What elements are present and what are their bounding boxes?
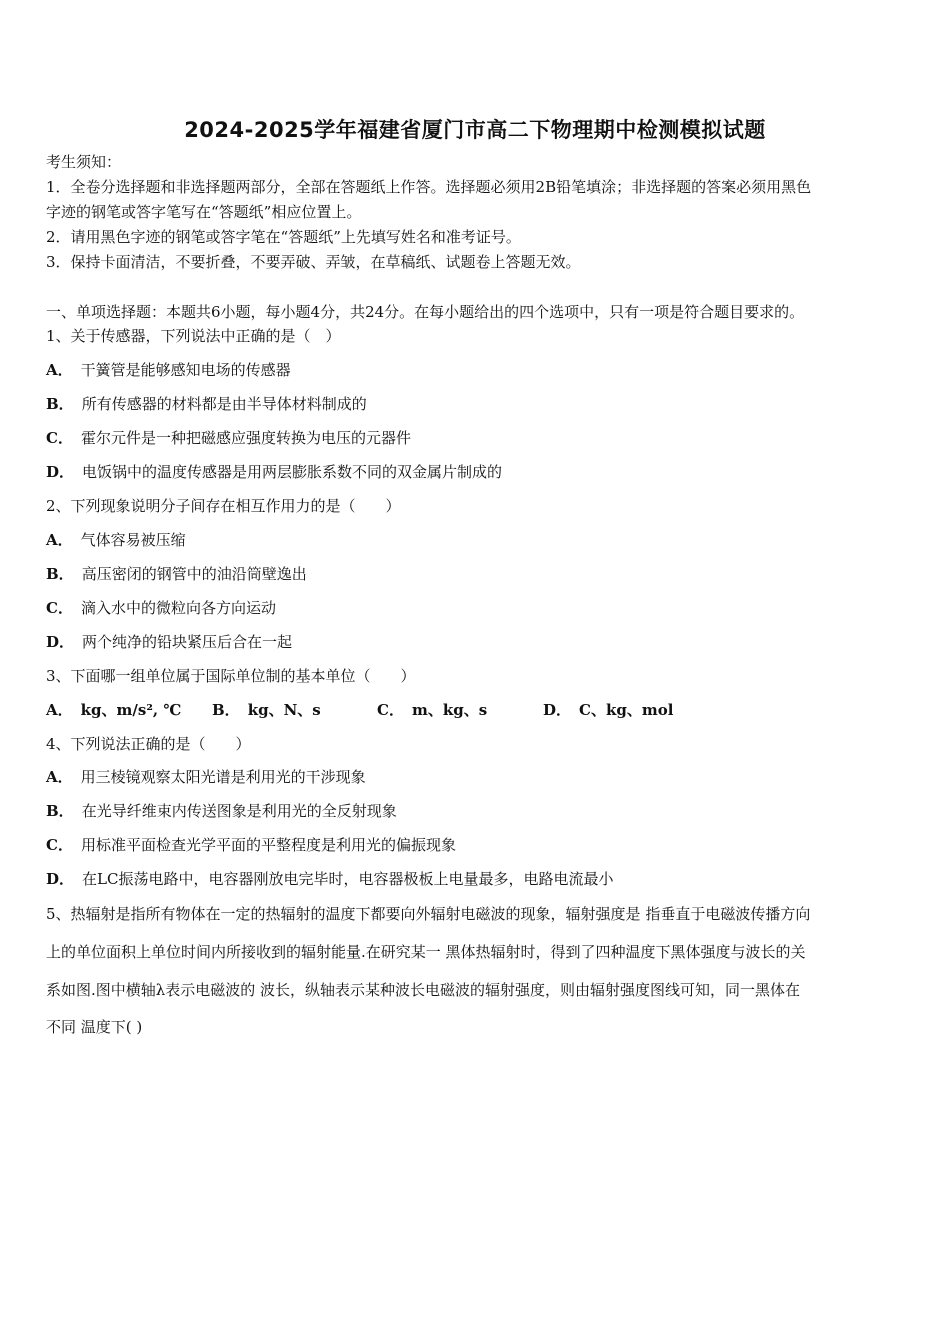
section-heading: 一、单项选择题：本题共6小题，每小题4分，共24分。在每小题给出的四个选项中，只有一项是符合题目要求的。	[46, 303, 805, 321]
option-letter: D．	[543, 701, 572, 719]
q4-option-d	[46, 869, 613, 889]
question-5-line: 不同 温度下( )	[46, 1018, 143, 1036]
notice-item: 1．全卷分选择题和非选择题两部分，全部在答题纸上作答。选择题必须用2B铅笔填涂；非选择题的答案必须用黑色	[46, 178, 812, 196]
question-stem-2: 2、下列现象说明分子间存在相互作用力的是（ ）	[46, 497, 401, 515]
option-text: 在光导纤维束内传送图象是利用光的全反射现象	[81, 802, 397, 820]
question-stem-1: 1、关于传感器，下列说法中正确的是（ ）	[46, 327, 341, 345]
option-letter: C．	[46, 836, 73, 854]
notice-item: 字迹的钢笔或答字笔写在“答题纸”相应位置上。	[46, 203, 362, 221]
option-letter: A．	[46, 701, 73, 719]
q4-option-b	[46, 801, 397, 821]
option-text: kg、N、s	[247, 701, 321, 719]
page-title: 2024-2025学年福建省厦门市高二下物理期中检测模拟试题	[184, 118, 766, 142]
option-text: m、kg、s	[411, 701, 488, 719]
option-letter: B．	[46, 565, 74, 583]
q3-option-b	[212, 700, 321, 720]
option-text: 电饭锅中的温度传感器是用两层膨胀系数不同的双金属片制成的	[82, 463, 503, 481]
option-letter: D．	[46, 633, 75, 651]
question-stem-4: 4、下列说法正确的是（ ）	[46, 735, 251, 753]
option-text: 气体容易被压缩	[80, 531, 186, 549]
option-text: 用标准平面检查光学平面的平整程度是利用光的偏振现象	[80, 836, 456, 854]
option-letter: D．	[46, 870, 75, 888]
option-letter: C．	[377, 701, 404, 719]
q4-option-c	[46, 835, 456, 855]
option-letter: B．	[46, 802, 74, 820]
option-letter: A．	[46, 768, 73, 786]
option-letter: B．	[46, 395, 74, 413]
q3-option-a	[46, 700, 181, 720]
option-letter: A．	[46, 531, 73, 549]
option-text: 用三棱镜观察太阳光谱是利用光的干涉现象	[80, 768, 366, 786]
option-text: 所有传感器的材料都是由半导体材料制成的	[81, 395, 367, 413]
q2-option-a	[46, 530, 186, 550]
q1-option-c	[46, 428, 411, 448]
q4-option-a	[46, 767, 366, 787]
option-text: C、kg、mol	[579, 701, 674, 719]
option-text: 两个纯净的铅块紧压后合在一起	[82, 633, 293, 651]
notice-heading: 考生须知：	[46, 153, 122, 171]
q3-option-d	[543, 700, 673, 720]
option-letter: C．	[46, 429, 73, 447]
q2-option-c	[46, 598, 276, 618]
option-letter: B．	[212, 701, 240, 719]
option-text: 高压密闭的钢管中的油沿筒壁逸出	[81, 565, 307, 583]
question-stem-3: 3、下面哪一组单位属于国际单位制的基本单位（ ）	[46, 667, 416, 685]
option-text: 霍尔元件是一种把磁感应强度转换为电压的元器件	[80, 429, 411, 447]
q3-option-c	[377, 700, 487, 720]
q1-option-a	[46, 360, 291, 380]
question-5-line: 5、热辐射是指所有物体在一定的热辐射的温度下都要向外辐射电磁波的现象，辐射强度是 指垂直于电磁波传播方向	[46, 905, 811, 923]
option-text: 在LC振荡电路中，电容器刚放电完毕时，电容器极板上电量最多，电路电流最小	[82, 870, 614, 888]
question-5-line: 上的单位面积上单位时间内所接收到的辐射能量.在研究某一 黑体热辐射时，得到了四种温度下黑体强度与波长的关	[46, 943, 806, 961]
option-letter: D．	[46, 463, 75, 481]
q2-option-d	[46, 632, 292, 652]
option-text: kg、m/s², ℃	[80, 701, 182, 719]
option-letter: C．	[46, 599, 73, 617]
notice-item: 2．请用黑色字迹的钢笔或答字笔在“答题纸”上先填写姓名和准考证号。	[46, 228, 521, 246]
q2-option-b	[46, 564, 307, 584]
option-letter: A．	[46, 361, 73, 379]
notice-item: 3．保持卡面清洁，不要折叠，不要弄破、弄皱，在草稿纸、试题卷上答题无效。	[46, 253, 581, 271]
q1-option-d	[46, 462, 502, 482]
option-text: 滴入水中的微粒向各方向运动	[80, 599, 276, 617]
option-text: 干簧管是能够感知电场的传感器	[80, 361, 291, 379]
q1-option-b	[46, 394, 367, 414]
question-5-line: 系如图.图中横轴λ表示电磁波的 波长，纵轴表示某种波长电磁波的辐射强度，则由辐射强度图线可知，同一黑体在	[46, 981, 801, 999]
